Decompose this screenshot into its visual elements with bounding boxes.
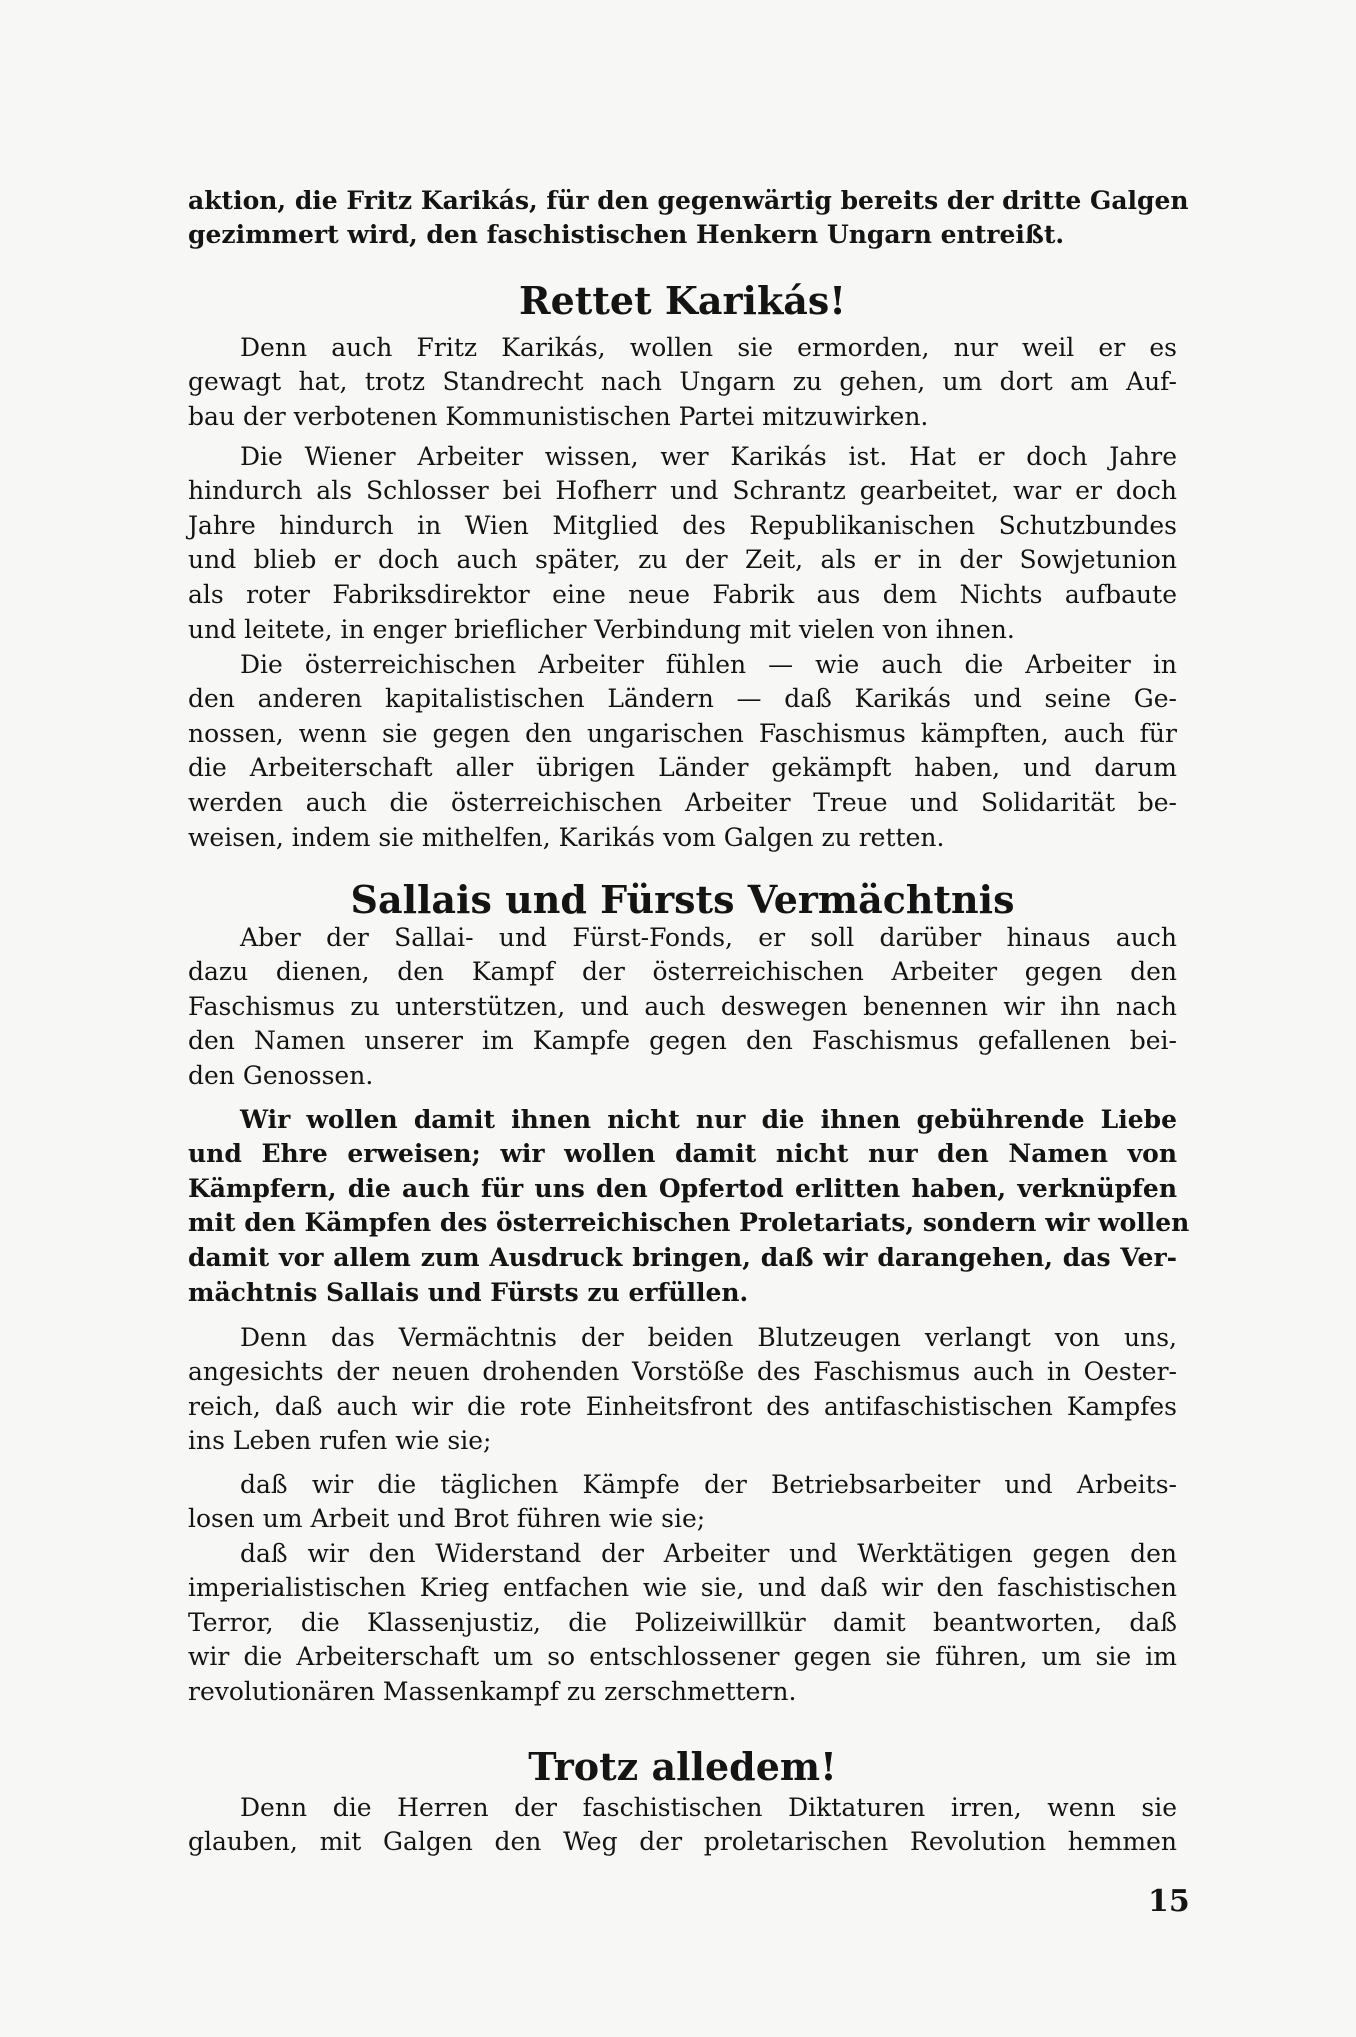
text-line: Denn die Herren der faschistischen Diktaturen irren, wenn sie xyxy=(240,1792,1177,1822)
text-line: Terror, die Klassenjustiz, die Polizeiwillkür damit beantworten, daß xyxy=(188,1607,1177,1637)
text-line: aktion, die Fritz Karikás, für den gegenwärtig bereits der dritte Galgen xyxy=(188,185,1189,215)
text-line: reich, daß auch wir die rote Einheitsfront des antifaschistischen Kampfes xyxy=(188,1391,1177,1421)
text-line: losen um Arbeit und Brot führen wie sie; xyxy=(188,1504,706,1534)
text-line: und blieb er doch auch später, zu der Zeit, als er in der Sowjetunion xyxy=(188,545,1177,575)
paragraph xyxy=(188,1103,1190,1311)
text-line: hindurch als Schlosser bei Hofherr und Schrantz gearbeitet, war er doch xyxy=(188,476,1177,506)
text-line: den Genossen. xyxy=(188,1061,374,1091)
paragraph xyxy=(188,1791,1177,1860)
section-heading-vermaechtnis: Sallais und Fürsts Vermächtnis xyxy=(350,877,1015,922)
text-line: glauben, mit Galgen den Weg der proletarischen Revolution hemmen xyxy=(188,1827,1177,1857)
text-line: und leitete, in enger brieflicher Verbindung mit vielen von ihnen. xyxy=(188,614,1015,644)
paragraph xyxy=(188,648,1177,856)
text-line: damit vor allem zum Ausdruck bringen, daß wir darangehen, das Ver- xyxy=(188,1243,1177,1273)
text-line: daß wir die täglichen Kämpfe der Betriebsarbeiter und Arbeits- xyxy=(240,1469,1177,1499)
text-line: ins Leben rufen wie sie; xyxy=(188,1426,492,1456)
paragraph xyxy=(188,1537,1177,1710)
section-heading-trotz-alledem: Trotz alledem! xyxy=(528,1744,837,1789)
text-line: daß wir den Widerstand der Arbeiter und Werktätigen gegen den xyxy=(240,1538,1177,1568)
text-line: gewagt hat, trotz Standrecht nach Ungarn zu gehen, um dort am Auf- xyxy=(188,367,1177,397)
text-line: werden auch die österreichischen Arbeiter Treue und Solidarität be- xyxy=(188,788,1177,818)
page-number: 15 xyxy=(1148,1884,1190,1919)
paragraph xyxy=(188,921,1177,1094)
paragraph xyxy=(188,1321,1177,1459)
text-line: imperialistischen Krieg entfachen wie sie, und daß wir den faschistischen xyxy=(188,1573,1177,1603)
section-heading-rettet-karikas: Rettet Karikás! xyxy=(519,278,846,323)
text-line: wir die Arbeiterschaft um so entschlossener gegen sie führen, um sie im xyxy=(188,1642,1177,1672)
text-line: mächtnis Sallais und Fürsts zu erfüllen. xyxy=(188,1277,749,1307)
text-line: dazu dienen, den Kampf der österreichischen Arbeiter gegen den xyxy=(188,957,1177,987)
paragraph xyxy=(188,184,1189,253)
paragraph xyxy=(188,1468,1177,1537)
text-line: mit den Kämpfen des österreichischen Proletariats, sondern wir wollen xyxy=(188,1208,1190,1238)
text-line: Faschismus zu unterstützen, und auch deswegen benennen wir ihn nach xyxy=(188,991,1177,1021)
text-line: die Arbeiterschaft aller übrigen Länder gekämpft haben, und darum xyxy=(188,753,1177,783)
text-line: Die österreichischen Arbeiter fühlen — wie auch die Arbeiter in xyxy=(240,649,1177,679)
paragraph xyxy=(188,331,1177,435)
text-line: Denn das Vermächtnis der beiden Blutzeugen verlangt von uns, xyxy=(240,1322,1177,1352)
text-line: und Ehre erweisen; wir wollen damit nicht nur den Namen von xyxy=(188,1139,1177,1169)
text-line: gezimmert wird, den faschistischen Henkern Ungarn entreißt. xyxy=(188,220,1065,250)
text-line: Kämpfern, die auch für uns den Opfertod erlitten haben, verknüpfen xyxy=(188,1173,1177,1203)
paragraph xyxy=(188,440,1177,648)
text-line: Jahre hindurch in Wien Mitglied des Republikanischen Schutzbundes xyxy=(188,510,1177,540)
text-line: Wir wollen damit ihnen nicht nur die ihnen gebührende Liebe xyxy=(240,1104,1177,1134)
text-line: als roter Fabriksdirektor eine neue Fabrik aus dem Nichts aufbaute xyxy=(188,580,1177,610)
text-line: Aber der Sallai- und Fürst-Fonds, er soll darüber hinaus auch xyxy=(240,922,1177,952)
text-line: Denn auch Fritz Karikás, wollen sie ermorden, nur weil er es xyxy=(240,332,1177,362)
text-line: bau der verbotenen Kommunistischen Partei mitzuwirken. xyxy=(188,401,929,431)
text-line: den Namen unserer im Kampfe gegen den Faschismus gefallenen bei- xyxy=(188,1026,1177,1056)
text-line: revolutionären Massenkampf zu zerschmettern. xyxy=(188,1677,797,1707)
text-line: nossen, wenn sie gegen den ungarischen Faschismus kämpften, auch für xyxy=(188,718,1177,748)
text-line: den anderen kapitalistischen Ländern — daß Karikás und seine Ge- xyxy=(188,684,1177,714)
text-line: angesichts der neuen drohenden Vorstöße des Faschismus auch in Oester- xyxy=(188,1357,1177,1387)
text-line: Die Wiener Arbeiter wissen, wer Karikás ist. Hat er doch Jahre xyxy=(240,441,1177,471)
text-line: weisen, indem sie mithelfen, Karikás vom Galgen zu retten. xyxy=(188,822,945,852)
